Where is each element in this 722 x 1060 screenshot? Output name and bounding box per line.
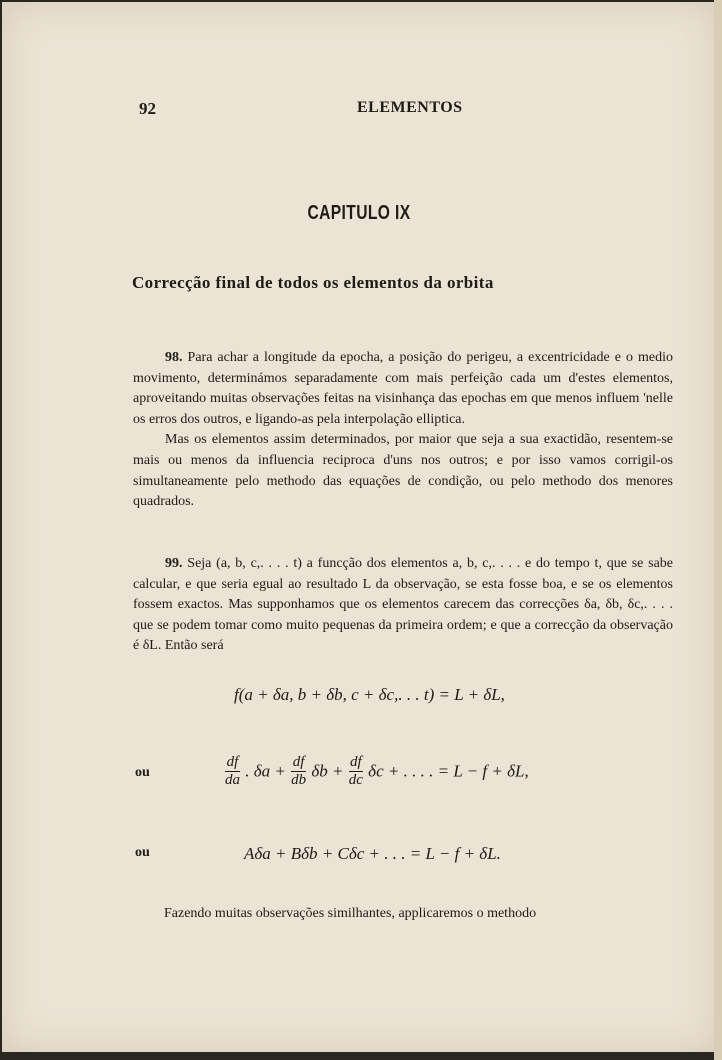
continuing-text: Fazendo muitas observações similhantes, applicaremos o methodo	[164, 906, 537, 921]
paragraph-block-99	[133, 554, 673, 657]
fraction-numerator: df	[226, 754, 239, 770]
equation-1-body: f(a + δa, b + δb, c + δc,. . . t) = L + δL,	[234, 685, 505, 704]
equation-2-segment: . δa +	[245, 761, 286, 781]
fraction-denominator: dc	[348, 772, 363, 788]
paragraph-number: 98.	[165, 350, 183, 365]
paragraph-block-98	[133, 348, 673, 513]
equation-2-body	[224, 754, 529, 789]
paragraph-text: Seja (a, b, c,. . . . t) a funcção dos elementos a, b, c,. . . . e do tempo t, que se sabe calcular, e que seria egual ao resultado L da observação, se esta fosse boa, e se os elementos fossem exactos. Mas supponhamos que os elementos carecem das correcções δa, δb, δc,. . . . que se podem tomar como muito pequenas da primeira ordem; e que a correcção da observação é δL. Então será	[133, 556, 674, 654]
equation-3-body: Aδa + Bδb + Cδc + . . . = L − f + δL.	[244, 844, 501, 863]
book-page	[2, 2, 716, 1052]
fraction-df-dc	[349, 754, 363, 789]
equation-2-segment: δc + . . . . = L − f + δL,	[368, 761, 529, 781]
section-title: Correcção final de todos os elementos da orbita	[132, 273, 494, 292]
paragraph-text: Para achar a longitude da epocha, a posição do perigeu, a excentricidade e o medio movimento, determinámos separadamente com mais perfeição cada um d'estes elementos, aproveitando muitas observações feitas na visinhança das epochas em que menos influem 'nelle os erros dos outros, e ligando-as pela interpolação elliptica.	[133, 350, 673, 427]
fraction-denominator: da	[225, 772, 240, 788]
page-header	[139, 99, 669, 125]
fraction-numerator: df	[350, 754, 362, 770]
equation-3	[2, 844, 716, 884]
running-title: ELEMENTOS	[357, 99, 463, 116]
paragraph-number: 99.	[165, 556, 183, 571]
page-number: 92	[139, 99, 156, 118]
equation-1	[2, 685, 716, 725]
equation-3-label: ou	[135, 845, 150, 860]
paragraph-98	[133, 348, 673, 430]
fraction-df-da	[225, 754, 240, 789]
equation-2	[2, 754, 716, 794]
chapter-title: CAPITULO IX	[307, 202, 411, 224]
page-edge	[714, 0, 722, 1060]
fraction-denominator: db	[291, 772, 307, 788]
fraction-numerator: df	[292, 754, 305, 770]
paragraph-98-continuation	[133, 430, 673, 512]
paragraph-99	[133, 554, 673, 657]
fraction-df-db	[291, 754, 306, 789]
equation-2-segment: δb +	[311, 761, 344, 781]
equation-2-label: ou	[135, 765, 150, 780]
paragraph-text: Mas os elementos assim determinados, por maior que seja a sua exactidão, resentem-se mais ou menos da influencia reciproca d'uns nos outros; e por isso vamos corrigil-os simultaneamente pelo methodo das equações de condição, ou pelo methodo dos menores quadrados.	[133, 432, 673, 510]
